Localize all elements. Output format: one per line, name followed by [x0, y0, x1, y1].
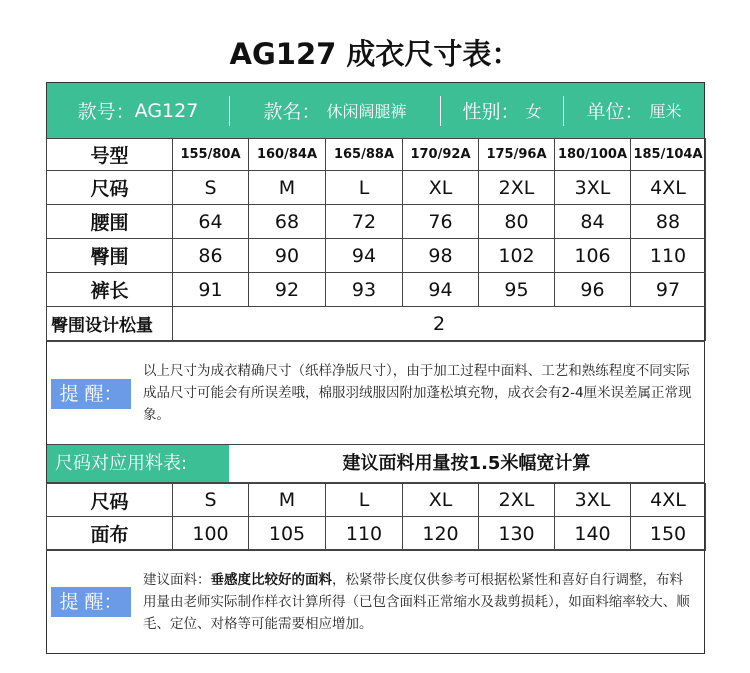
- table-cell: L: [326, 484, 403, 517]
- unit: [564, 83, 704, 138]
- table-cell: 160/84A: [249, 139, 326, 171]
- table-cell: 68: [249, 205, 326, 239]
- unit-value: 厘米: [649, 102, 682, 121]
- fabric-advice-highlight: 垂感度比较好的面料: [210, 572, 332, 588]
- unit-label: 单位：: [586, 101, 644, 123]
- table-cell: 84: [555, 205, 631, 239]
- table-cell: M: [249, 171, 326, 205]
- table-row: [47, 239, 706, 273]
- table-cell: 102: [479, 239, 555, 273]
- fabric-section-header: [47, 444, 704, 483]
- table-cell: S: [173, 171, 249, 205]
- style-name-value: 休闲阔腿裤: [326, 102, 407, 121]
- table-cell: 175/96A: [479, 139, 555, 171]
- table-cell: XL: [403, 171, 479, 205]
- info-header: [47, 83, 704, 138]
- table-cell: 105: [249, 517, 326, 551]
- table-cell: 110: [326, 517, 403, 551]
- style-no-value: AG127: [134, 99, 199, 122]
- row-header: 臀围: [47, 239, 173, 273]
- row-header: 裤长: [47, 273, 173, 307]
- table-cell: M: [249, 484, 326, 517]
- table-cell: 100: [173, 517, 249, 551]
- table-row: [47, 307, 706, 341]
- style-no-label: 款号：: [77, 101, 135, 123]
- table-cell: 4XL: [631, 484, 706, 517]
- fabric-table: [46, 483, 706, 551]
- reminder-box-2: [47, 549, 704, 653]
- table-cell: 130: [479, 517, 555, 551]
- reminder-tag: 提 醒：: [51, 587, 131, 617]
- table-cell: 2XL: [479, 484, 555, 517]
- table-cell: 88: [631, 205, 706, 239]
- size-table: [46, 138, 706, 341]
- table-cell: L: [326, 171, 403, 205]
- table-row: [47, 205, 706, 239]
- table-cell: 86: [173, 239, 249, 273]
- row-header: 臀围设计松量: [47, 307, 173, 341]
- table-cell: 93: [326, 273, 403, 307]
- table-cell: 165/88A: [326, 139, 403, 171]
- table-cell: 80: [479, 205, 555, 239]
- style-name: [230, 83, 440, 138]
- page-title: AG127 成衣尺寸表：: [229, 37, 521, 71]
- size-chart: [46, 82, 705, 654]
- table-cell: 3XL: [555, 484, 631, 517]
- style-name-label: 款名：: [263, 101, 321, 123]
- table-cell: S: [173, 484, 249, 517]
- row-header: 面布: [47, 517, 173, 551]
- reminder-box: [47, 341, 704, 444]
- table-cell: 96: [555, 273, 631, 307]
- table-cell: 98: [403, 239, 479, 273]
- row-header: 尺码: [47, 484, 173, 517]
- table-cell: 4XL: [631, 171, 706, 205]
- fabric-section-tag: 尺码对应用料表:: [47, 445, 229, 482]
- table-cell: 106: [555, 239, 631, 273]
- table-cell: 92: [249, 273, 326, 307]
- table-row: [47, 273, 706, 307]
- table-cell: 3XL: [555, 171, 631, 205]
- table-cell: 72: [326, 205, 403, 239]
- table-cell: 94: [403, 273, 479, 307]
- table-row: [47, 171, 706, 205]
- gender-value: 女: [525, 102, 542, 121]
- table-cell: 110: [631, 239, 706, 273]
- fabric-advice-text: ，松紧带长度仅供参考可根据松紧性和喜好自行调整，布料用量由老师实际制作样衣计算所得（已包含面料正常缩水及裁剪损耗），如面料缩率较大、顺毛、定位、对格等可能需要相应增加。: [143, 572, 690, 632]
- table-cell: 150: [631, 517, 706, 551]
- table-cell: 90: [249, 239, 326, 273]
- table-cell: 140: [555, 517, 631, 551]
- table-cell: 155/80A: [173, 139, 249, 171]
- reminder-tag: 提 醒：: [51, 379, 131, 409]
- table-cell: 185/104A: [631, 139, 706, 171]
- table-cell: 180/100A: [555, 139, 631, 171]
- table-cell: 95: [479, 273, 555, 307]
- gender: [441, 83, 563, 138]
- table-row: [47, 484, 706, 517]
- table-cell: 120: [403, 517, 479, 551]
- reminder-text: [143, 569, 695, 635]
- fabric-section-title: 建议面料用量按1.5米幅宽计算: [342, 453, 591, 474]
- row-header: 号型: [47, 139, 173, 171]
- table-row: [47, 139, 706, 171]
- table-cell: 91: [173, 273, 249, 307]
- table-cell: 2XL: [479, 171, 555, 205]
- gender-label: 性别：: [462, 101, 520, 123]
- table-cell: 94: [326, 239, 403, 273]
- reminder-text: 以上尺寸为成衣精确尺寸（纸样净版尺寸），由于加工过程中面料、工艺和熟练程度不同实际成品尺寸可能会有所误差哦，棉服羽绒服因附加蓬松填充物，成衣会有2-4厘米误差属正常现象。: [143, 363, 692, 423]
- row-header: 尺码: [47, 171, 173, 205]
- table-cell: 2: [173, 307, 706, 341]
- style-no: [47, 83, 229, 138]
- row-header: 腰围: [47, 205, 173, 239]
- table-cell: XL: [403, 484, 479, 517]
- table-row: [47, 517, 706, 551]
- table-cell: 76: [403, 205, 479, 239]
- fabric-advice-label: 建议面料：: [143, 572, 211, 588]
- table-cell: 170/92A: [403, 139, 479, 171]
- table-cell: 97: [631, 273, 706, 307]
- table-cell: 64: [173, 205, 249, 239]
